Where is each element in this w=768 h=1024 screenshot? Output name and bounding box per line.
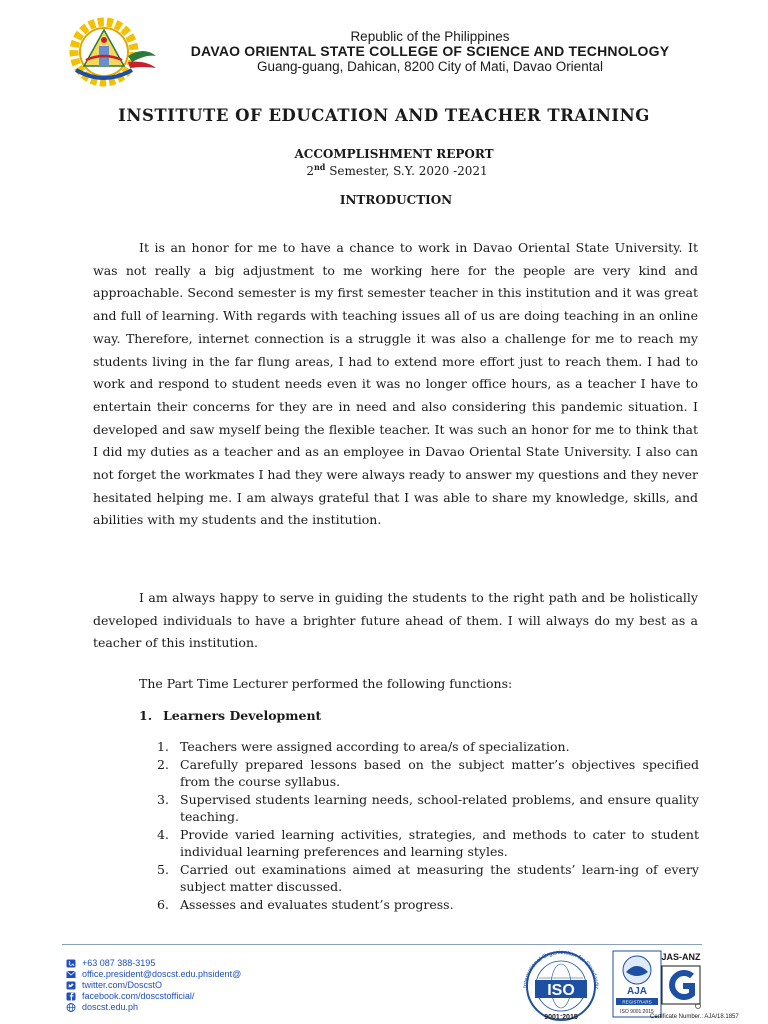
introduction-paragraph-2: I am always happy to serve in guiding the students to the right path and be holistically developed individuals to have a brighter future ahead of them. I will always do my best as a teacher of this institution. bbox=[93, 590, 698, 651]
globe-icon bbox=[66, 1003, 76, 1012]
facebook-icon bbox=[66, 992, 76, 1001]
contact-email[interactable]: office.president@doscst.edu.phsident@ bbox=[66, 969, 241, 980]
aja-sub: REGISTRARS bbox=[622, 999, 652, 1005]
iso-mark: ISO bbox=[547, 982, 575, 999]
iso-arc-text: International Organization for Standardiz bbox=[522, 949, 600, 990]
email-icon bbox=[66, 970, 76, 979]
contact-twitter[interactable]: twitter.com/DoscstO bbox=[66, 980, 241, 991]
aja-mark: AJA bbox=[626, 986, 648, 997]
jas-anz-logo bbox=[658, 948, 704, 1018]
list-item: 1. Teachers were assigned according to area/s of specialization. bbox=[157, 739, 570, 754]
functions-intro: The Part Time Lecturer performed the following functions: bbox=[139, 676, 513, 691]
contact-website[interactable]: doscst.edu.ph bbox=[66, 1002, 241, 1013]
list-item: 2. Carefully prepared lessons based on the subject matter’s objectives specified from the course syllabus. bbox=[157, 756, 699, 790]
aja-registrars-logo bbox=[612, 950, 662, 1018]
report-semester: 2nd Semester, S.Y. 2020 -2021 bbox=[306, 162, 488, 178]
list-item: 6. Assesses and evaluates student’s progress. bbox=[157, 897, 454, 913]
list-item: 3. Supervised students learning needs, school-related problems, and ensure quality teaching. bbox=[157, 791, 699, 825]
introduction-paragraph-1: It is an honor for me to have a chance to work in Davao Oriental State University. It was not really a big adjustment to me working here for the people are very kind and approachable. Second semester is my first semester teacher in this institution and it was great and full of learning. With regards with teaching issues all of us are doing teaching in an online way. Therefore, internet connection is a struggle it was also a challenge for me to reach my students living in the far flung areas, I had to extend more effort just to reach them. I had to work and respond to student needs even it was no longer office hours, as a teacher I have to entertain their concerns for they are in need and also considering this pandemic situation. I developed and saw myself being the flexible teacher. It was such an honor for me to think that I did my duties as a teacher and as an employee in Davao Oriental State University. I also can not forget the workmates I had they were always ready to answer my questions and they never hesitated helping me. I am always grateful that I was able to share my knowledge, skills, and abilities with my students and the institution. bbox=[93, 240, 698, 528]
contact-facebook[interactable]: facebook.com/doscstofficial/ bbox=[66, 991, 241, 1002]
letterhead-address: Guang-guang, Dahican, 8200 City of Mati, Davao Oriental bbox=[257, 59, 603, 74]
iso-standard: 9001:2015 bbox=[544, 1014, 578, 1021]
report-title: ACCOMPLISHMENT REPORT bbox=[294, 147, 494, 161]
twitter-icon bbox=[66, 981, 76, 990]
iso-certification-seal bbox=[513, 942, 609, 1022]
learners-development-list bbox=[157, 738, 699, 914]
list-item: 4. Provide varied learning activities, strategies, and methods to cater to student individual learning preferences and learning styles. bbox=[157, 826, 699, 860]
list-item: 5. Carried out examinations aimed at measuring the students’ learn-ing of every subject matter discussed. bbox=[157, 862, 699, 895]
phone-icon bbox=[66, 959, 76, 968]
footer-contacts bbox=[66, 958, 241, 1013]
section-heading-introduction: INTRODUCTION bbox=[339, 193, 453, 207]
contact-phone[interactable]: +63 087 388-3195 bbox=[66, 958, 241, 969]
college-logo bbox=[66, 16, 158, 90]
institute-title: INSTITUTE OF EDUCATION AND TEACHER TRAINING bbox=[118, 106, 650, 125]
aja-cert: ISO 9001:2015 bbox=[620, 1009, 654, 1015]
section-learners-development-heading: 1. Learners Development bbox=[139, 708, 322, 723]
letterhead-school-name: DAVAO ORIENTAL STATE COLLEGE OF SCIENCE AND TECHNOLOGY bbox=[190, 43, 670, 59]
letterhead-country: Republic of the Philippines bbox=[350, 29, 510, 44]
certificate-number: Certificate Number.: AJA/18.1857 bbox=[650, 1014, 739, 1020]
jas-anz-mark: JAS-ANZ bbox=[661, 952, 701, 962]
